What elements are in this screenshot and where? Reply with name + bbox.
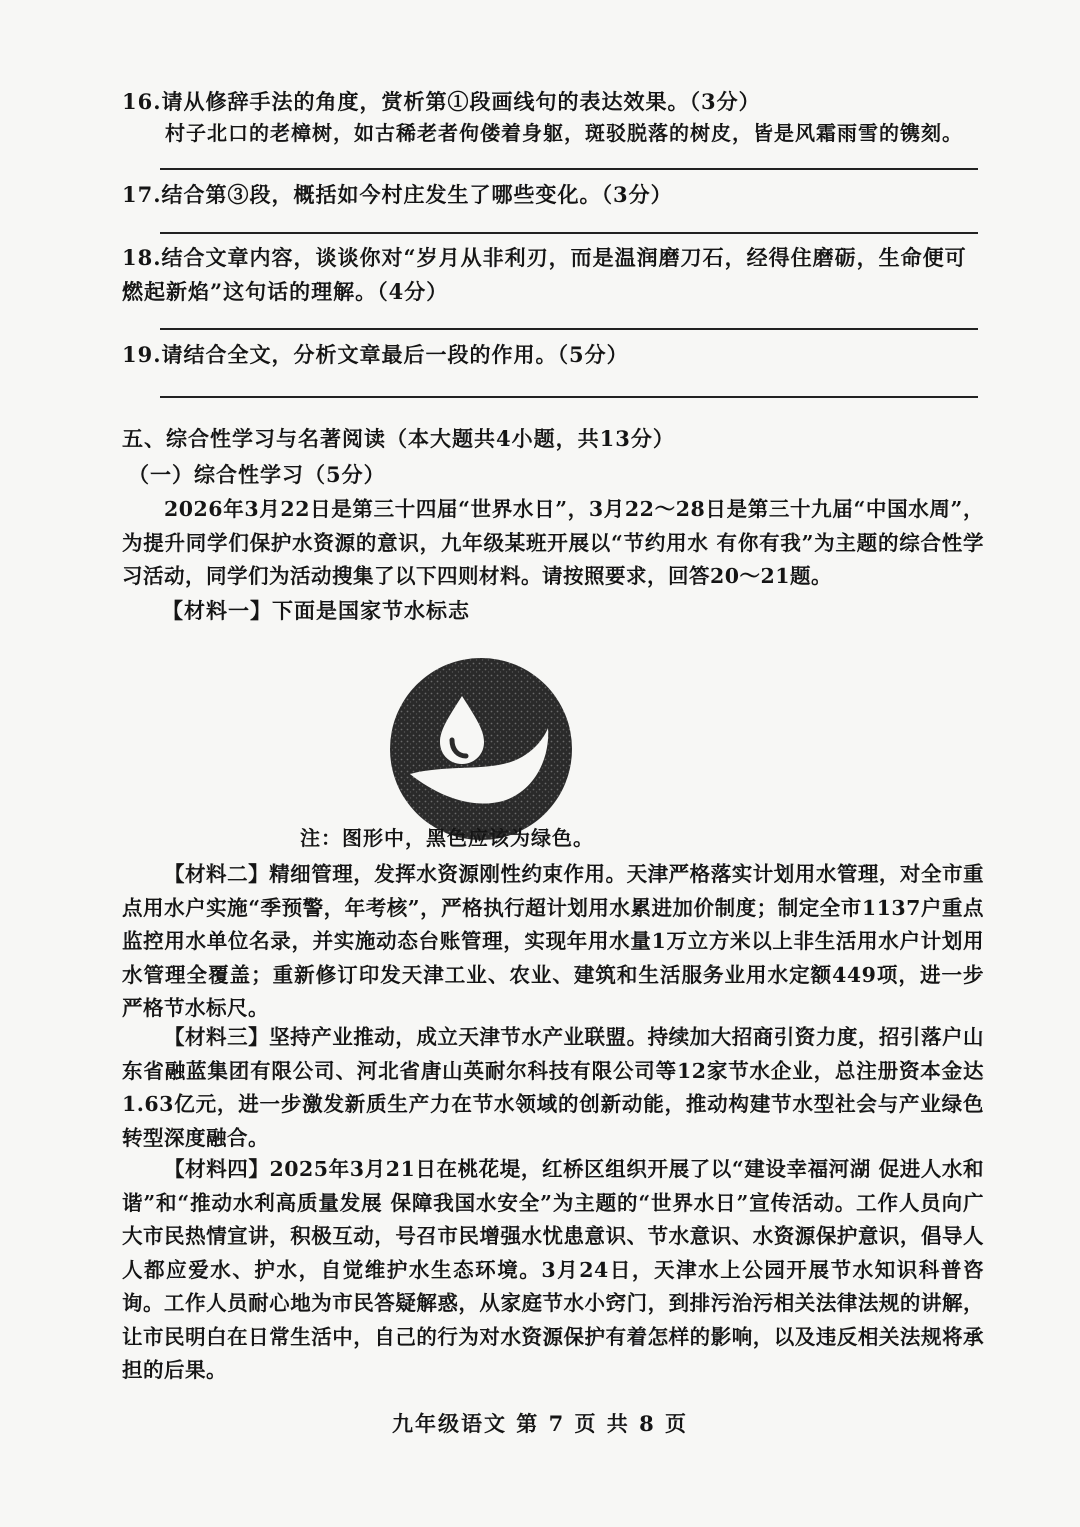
- question-16: [122, 85, 982, 119]
- water-saving-logo: [388, 656, 574, 842]
- question-17: [122, 178, 982, 212]
- answer-line-19[interactable]: [160, 396, 978, 398]
- page-footer: 九年级语文 第 7 页 共 8 页: [391, 1411, 689, 1436]
- material-2-text: 精细管理，发挥水资源刚性约束作用。天津严格落实计划用水管理，对全市重点用水户实施“季预警，年考核”，严格执行超计划用水累进加价制度；制定全市1137户重点监控用水单位名录，并实施动态台账管理，实现年用水量1万立方米以上非生活用水户计划用水管理全覆盖；重新修订印发天津工业、农业、建筑和生活服务业用水定额449项，进一步严格节水标尺。: [122, 862, 985, 1020]
- question-19-number: 19.: [122, 342, 162, 367]
- question-18-text: 结合文章内容，谈谈你对“岁月从非利刃，而是温润磨刀石，经得住磨砺，生命便可燃起新焰”这句话的理解。（4分）: [122, 245, 967, 304]
- material-2-label: 【材料二】: [164, 862, 270, 886]
- material-4: [122, 1153, 984, 1388]
- material-4-text: 2025年3月21日在桃花堤，红桥区组织开展了以“建设幸福河湖 促进人水和谐”和“推动水利高质量发展 保障我国水安全”为主题的“世界水日”宣传活动。工作人员向广大市民热情宣讲，积极互动，号召市民增强水忧患意识、节水意识、水资源保护意识，倡导人人都应爱水、护水，自觉维护水生态环境。3月24日，天津水上公园开展节水知识科普咨询。工作人员耐心地为市民答疑解惑，从家庭节水小窍门，到排污治污相关法律法规的讲解，让市民明白在日常生活中，自己的行为对水资源保护有着怎样的影响，以及违反相关法规将承担的后果。: [122, 1157, 985, 1382]
- material-1-note: 注：图形中，黑色应该为绿色。: [300, 826, 594, 850]
- material-1: [162, 594, 470, 628]
- answer-line-18[interactable]: [160, 328, 978, 330]
- answer-line-16[interactable]: [160, 168, 978, 170]
- material-4-label: 【材料四】: [164, 1157, 270, 1181]
- question-19-text: 请结合全文，分析文章最后一段的作用。（5分）: [161, 342, 629, 367]
- material-1-label: 【材料一】: [162, 598, 272, 623]
- section-5-intro: 2026年3月22日是第三十四届“世界水日”，3月22～28日是第三十九届“中国水周”，为提升同学们保护水资源的意识，九年级某班开展以“节约用水 有你有我”为主题的综合性学习活动，同学们为活动搜集了以下四则材料。请按照要求，回答20～21题。: [122, 497, 984, 588]
- question-17-number: 17.: [122, 182, 162, 207]
- question-16-quote: 村子北口的老樟树，如古稀老者佝偻着身躯，斑驳脱落的树皮，皆是风霜雨雪的镌刻。: [165, 121, 963, 145]
- section-5-subtitle: （一）综合性学习（5分）: [128, 462, 386, 487]
- section-5-title: 五、综合性学习与名著阅读（本大题共4小题，共13分）: [122, 426, 675, 451]
- question-16-number: 16.: [122, 89, 162, 114]
- question-17-text: 结合第③段，概括如今村庄发生了哪些变化。（3分）: [161, 182, 673, 207]
- material-3-text: 坚持产业推动，成立天津节水产业联盟。持续加大招商引资力度，招引落户山东省融蓝集团有限公司、河北省唐山英耐尔科技有限公司等12家节水企业，总注册资本金达1.63亿元，进一步激发新质生产力在节水领域的创新动能，推动构建节水型社会与产业绿色转型深度融合。: [122, 1025, 985, 1150]
- material-3-label: 【材料三】: [164, 1025, 270, 1049]
- question-18: [122, 241, 982, 309]
- question-16-text: 请从修辞手法的角度，赏析第①段画线句的表达效果。（3分）: [161, 89, 761, 114]
- material-1-text: 下面是国家节水标志: [272, 598, 470, 623]
- material-3: [122, 1021, 984, 1155]
- material-2: [122, 858, 984, 1026]
- question-18-number: 18.: [122, 245, 162, 270]
- answer-line-17[interactable]: [160, 232, 978, 234]
- question-19: [122, 338, 982, 372]
